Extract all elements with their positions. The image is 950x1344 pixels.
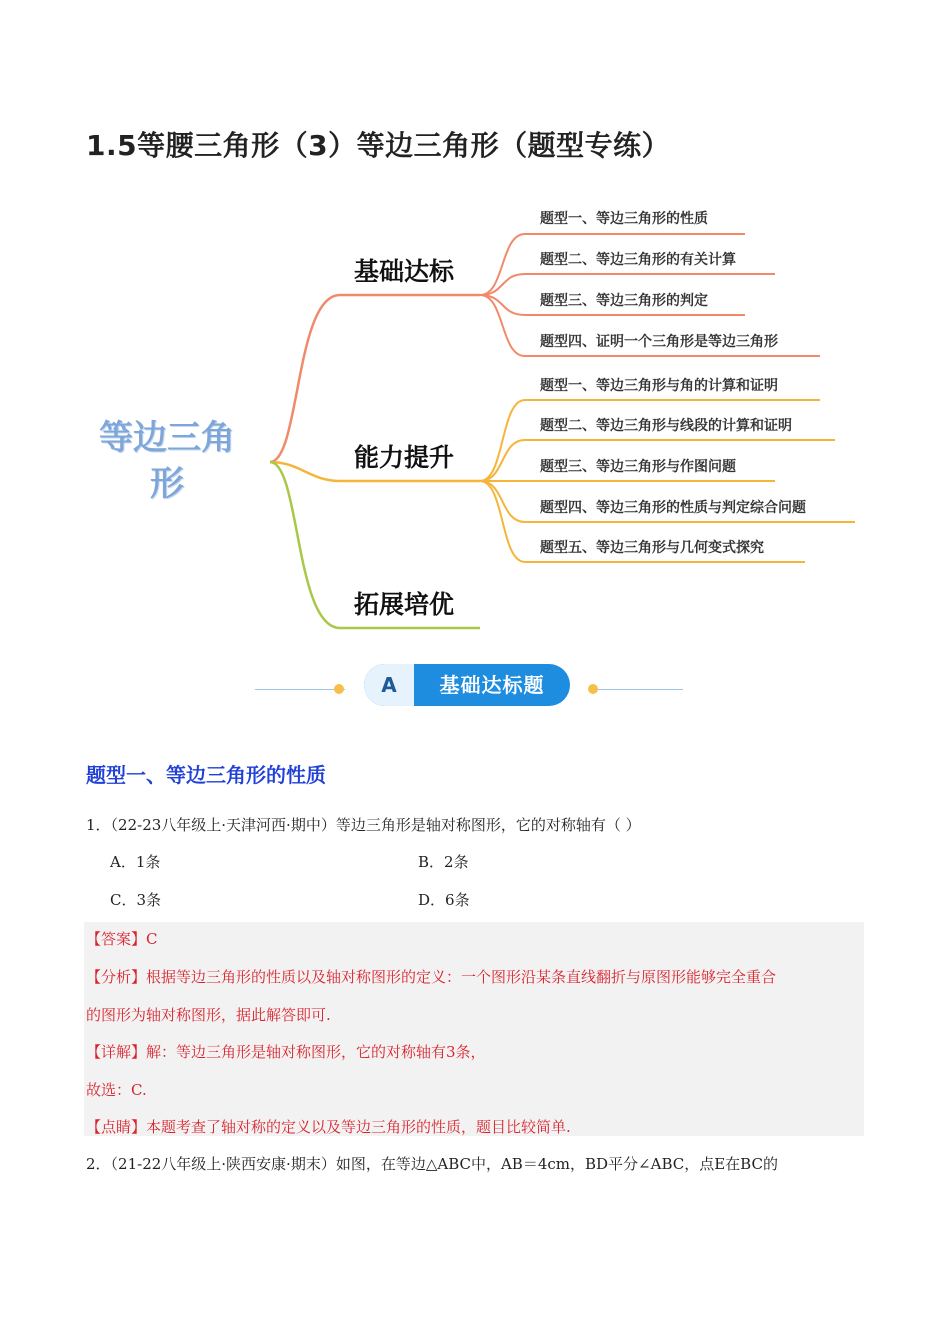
mindmap-leaf: 题型二、等边三角形与线段的计算和证明: [540, 418, 792, 434]
mindmap-center-line1: 等边三角: [99, 418, 235, 458]
section-banner: [364, 664, 570, 706]
comment-tag: 【点睛】: [86, 1118, 147, 1136]
mindmap-branch-basic: 基础达标: [354, 257, 455, 286]
mindmap-center: [92, 415, 242, 507]
mindmap-leaf: 题型四、证明一个三角形是等边三角形: [540, 334, 778, 350]
analysis-tag: 【分析】: [86, 968, 147, 986]
analysis-line-1: [86, 966, 776, 987]
answer-value: C: [146, 930, 158, 948]
banner-line-right: [598, 689, 683, 690]
option-a: A．1条: [110, 853, 161, 871]
mindmap-center-line2: 形: [150, 464, 184, 504]
detail-line: [86, 1041, 486, 1062]
banner-dot-right: [588, 684, 598, 694]
mindmap-leaf: 题型五、等边三角形与几何变式探究: [540, 540, 764, 556]
banner-dot-left: [334, 684, 344, 694]
option-b: B．2条: [418, 853, 469, 871]
mindmap-leaf: 题型四、等边三角形的性质与判定综合问题: [540, 500, 806, 516]
question-2-text: 2．（21-22八年级上·陕西安康·期末）如图，在等边△ABC中，AB＝4cm，BD平分∠ABC，点E在BC的: [86, 1155, 778, 1173]
choose-line: 故选：C.: [86, 1081, 147, 1099]
page-title: 1.5等腰三角形（3）等边三角形（题型专练）: [86, 129, 671, 162]
option-d: D．6条: [418, 891, 470, 909]
option-c: C．3条: [110, 891, 162, 909]
analysis-line-2: 的图形为轴对称图形，据此解答即可.: [86, 1006, 331, 1024]
mindmap-leaf: 题型二、等边三角形的有关计算: [540, 252, 736, 268]
mindmap-leaf: 题型一、等边三角形与角的计算和证明: [540, 378, 778, 394]
answer-tag: 【答案】: [86, 930, 147, 948]
mindmap-leaf: 题型三、等边三角形的判定: [540, 293, 708, 309]
banner-letter: A: [364, 664, 414, 706]
detail-tag: 【详解】: [86, 1043, 147, 1061]
comment-line: [86, 1116, 571, 1137]
question-1-text: 1．（22-23八年级上·天津河西·期中）等边三角形是轴对称图形，它的对称轴有（ ）: [86, 816, 641, 834]
mindmap-leaf: 题型一、等边三角形的性质: [540, 211, 708, 227]
section-title: 题型一、等边三角形的性质: [86, 763, 326, 787]
mindmap-branch-ability: 能力提升: [354, 443, 455, 472]
answer-box: [84, 922, 864, 1136]
banner-text: 基础达标题: [439, 673, 545, 697]
banner-line-left: [255, 689, 345, 690]
comment-text: 本题考查了轴对称的定义以及等边三角形的性质，题目比较简单.: [146, 1118, 571, 1136]
detail-text: 解：等边三角形是轴对称图形，它的对称轴有3条，: [146, 1043, 486, 1061]
analysis-text: 根据等边三角形的性质以及轴对称图形的定义：一个图形沿某条直线翻折与原图形能够完全重合: [146, 968, 777, 986]
answer-line: [86, 928, 158, 949]
mindmap-leaf: 题型三、等边三角形与作图问题: [540, 459, 736, 475]
mindmap-branch-extend: 拓展培优: [354, 590, 455, 619]
